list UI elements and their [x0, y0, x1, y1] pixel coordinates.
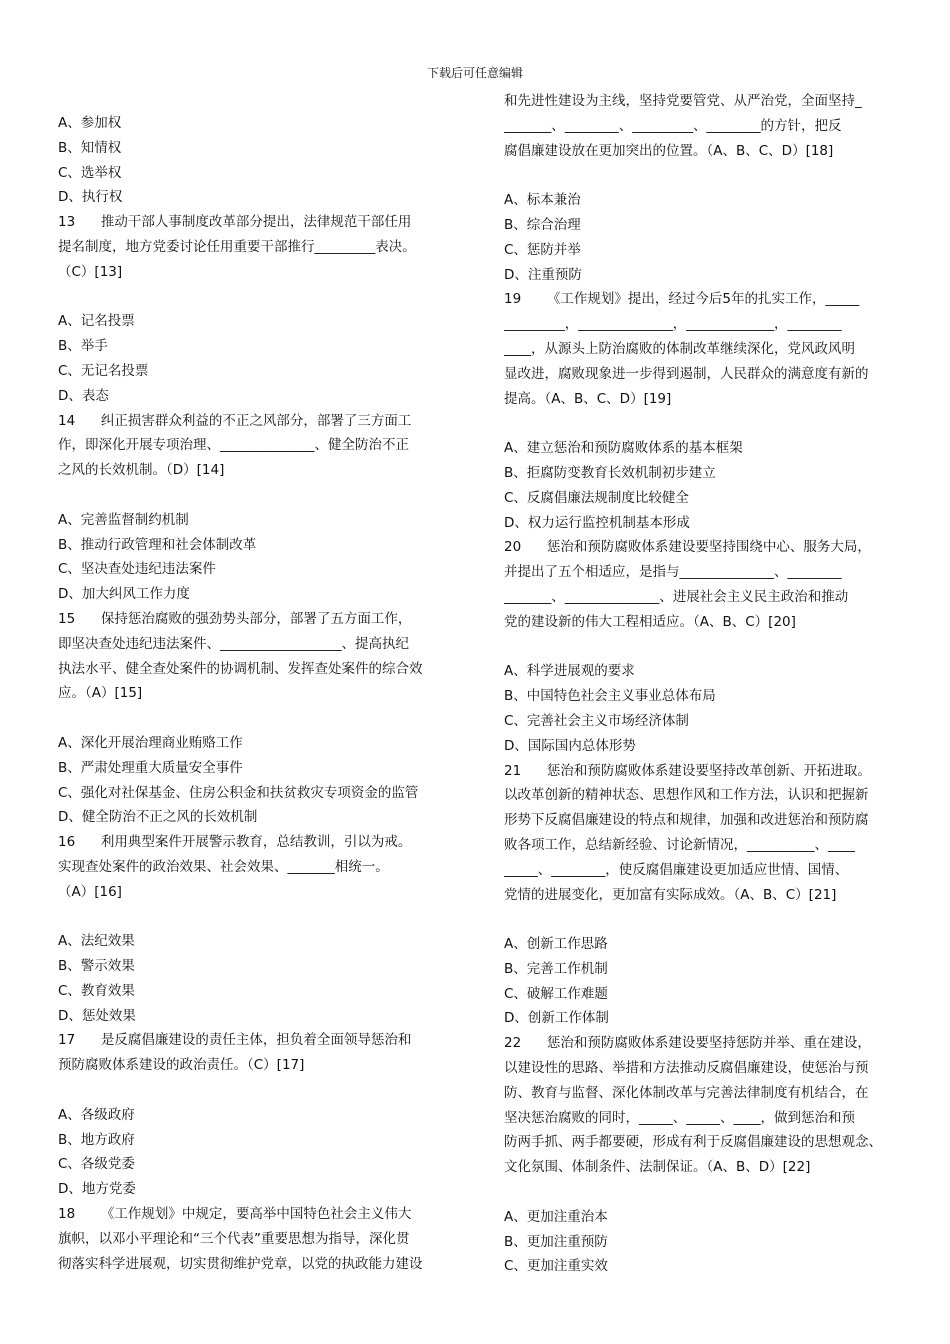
- left-text-line: 提名制度，地方党委讨论任用重要干部推行_________表决。: [58, 238, 416, 255]
- right-text-line: A、标本兼治: [504, 192, 581, 209]
- left-text-line: C、各级党委: [58, 1156, 135, 1173]
- right-text-line: 党的建设新的伟大工程相适应。（A、B、C）[20]: [504, 613, 796, 630]
- left-text-line: C、选举权: [58, 164, 122, 181]
- right-text-line: 腐倡廉建设放在更加突出的位置。（A、B、C、D）[18]: [504, 142, 834, 159]
- left-text-line: D、执行权: [58, 189, 123, 206]
- left-text-line: 18 《工作规划》中规定，要高举中国特色社会主义伟大: [58, 1206, 412, 1223]
- right-text-line: B、拒腐防变教育长效机制初步建立: [504, 464, 716, 481]
- left-text-line: A、各级政府: [58, 1106, 135, 1123]
- right-text-line: D、国际国内总体形势: [504, 737, 636, 754]
- right-text-line: 防、教育与监督、深化体制改革与完善法律制度有机结合，在: [504, 1084, 869, 1101]
- right-text-line: 坚决惩治腐败的同时，_____、_____、____，做到惩治和预: [504, 1109, 855, 1126]
- right-text-line: C、惩防并举: [504, 241, 581, 258]
- left-text-line: D、加大纠风工作力度: [58, 586, 190, 603]
- left-text-line: 执法水平、健全查处案件的协调机制、发挥查处案件的综合效: [58, 660, 423, 677]
- left-text-line: D、惩处效果: [58, 1007, 136, 1024]
- left-text-line: 17 是反腐倡廉建设的责任主体，担负着全面领导惩治和: [58, 1032, 412, 1049]
- left-text-line: 14 纠正损害群众利益的不正之风部分，部署了三方面工: [58, 412, 412, 429]
- right-text-line: D、注重预防: [504, 266, 582, 283]
- right-text-line: 提高。（A、B、C、D）[19]: [504, 390, 672, 407]
- left-text-line: 16 利用典型案件开展警示教育，总结教训，引以为戒。: [58, 834, 412, 851]
- right-text-line: 22 惩治和预防腐败体系建设要坚持惩防并举、重在建设，: [504, 1035, 871, 1052]
- right-text-line: 19 《工作规划》提出，经过今后5年的扎实工作，_____: [504, 291, 860, 308]
- right-text-line: D、创新工作体制: [504, 1010, 609, 1027]
- right-text-line: C、更加注重实效: [504, 1258, 608, 1275]
- right-text-line: C、反腐倡廉法规制度比较健全: [504, 489, 689, 506]
- left-text-line: 之风的长效机制。（D）[14]: [58, 462, 225, 479]
- left-blank-line: [58, 706, 450, 731]
- left-text-line: A、深化开展治理商业贿赂工作: [58, 734, 243, 751]
- page-header: 下载后可任意编辑: [426, 66, 523, 80]
- left-text-line: 应。（A）[15]: [58, 685, 143, 702]
- right-text-line: ____，从源头上防治腐败的体制改革继续深化，党风政风明: [504, 340, 855, 357]
- left-text-line: C、强化对社保基金、住房公积金和扶贫救灾专项资金的监管: [58, 784, 419, 801]
- left-text-line: A、参加权: [58, 115, 122, 131]
- right-text-line: 并提出了五个相适应，是指与______________、________: [504, 564, 842, 581]
- left-text-line: D、表态: [58, 387, 109, 404]
- right-text-line: C、破解工作难题: [504, 985, 608, 1002]
- right-blank-line: [504, 163, 896, 188]
- right-blank-line: [504, 635, 896, 660]
- right-text-line: 党情的进展变化，更加富有实际成效。（A、B、C）[21]: [504, 886, 837, 903]
- left-column: [58, 111, 450, 1276]
- right-text-line: 败各项工作，总结新经验、讨论新情况，__________、____: [504, 836, 855, 853]
- right-text-line: 以改革创新的精神状态、思想作风和工作方法，认识和把握新: [504, 787, 869, 804]
- right-blank-line: [504, 907, 896, 932]
- right-blank-line: [504, 411, 896, 436]
- left-text-line: B、警示效果: [58, 958, 135, 975]
- left-text-line: A、完善监督制约机制: [58, 511, 189, 528]
- left-text-line: B、地方政府: [58, 1131, 135, 1148]
- left-text-line: C、教育效果: [58, 982, 135, 999]
- left-blank-line: [58, 285, 450, 310]
- left-text-line: D、地方党委: [58, 1181, 136, 1198]
- left-blank-line: [58, 1078, 450, 1103]
- right-text-line: B、更加注重预防: [504, 1233, 608, 1250]
- right-text-line: 20 惩治和预防腐败体系建设要坚持围绕中心、服务大局，: [504, 539, 871, 556]
- left-text-line: 预防腐败体系建设的政治责任。（C）[17]: [58, 1057, 305, 1074]
- right-text-line: 21 惩治和预防腐败体系建设要坚持改革创新、开拓进取。: [504, 762, 871, 779]
- left-blank-line: [58, 905, 450, 930]
- left-text-line: B、严肃处理重大质量安全事件: [58, 759, 243, 776]
- right-text-line: A、科学进展观的要求: [504, 663, 635, 680]
- right-text-line: _______、______________、进展社会主义民主政治和推动: [504, 588, 849, 605]
- left-text-line: （C）[13]: [58, 263, 123, 280]
- left-text-line: C、坚决查处违纪违法案件: [58, 561, 216, 578]
- right-text-line: 以建设性的思路、举措和方法推动反腐倡廉建设，使惩治与预: [504, 1060, 869, 1077]
- left-text-line: C、无记名投票: [58, 362, 149, 379]
- left-text-line: B、知情权: [58, 139, 122, 156]
- right-text-line: 显改进，腐败现象进一步得到遏制，人民群众的满意度有新的: [504, 365, 869, 382]
- right-text-line: _____、________，使反腐倡廉建设更加适应世情、国情、: [504, 861, 849, 878]
- left-text-line: 彻落实科学进展观，切实贯彻维护党章，以党的执政能力建设: [58, 1255, 423, 1272]
- left-text-line: 即坚决查处违纪违法案件、__________________、提高执纪: [58, 635, 409, 652]
- right-text-line: A、建立惩治和预防腐败体系的基本框架: [504, 440, 743, 457]
- right-text-line: A、更加注重治本: [504, 1208, 608, 1225]
- right-column: [504, 89, 896, 1279]
- right-text-line: B、中国特色社会主义事业总体布局: [504, 688, 716, 705]
- left-text-line: 作，即深化开展专项治理、______________、健全防治不正: [58, 437, 409, 454]
- left-text-line: B、举手: [58, 338, 108, 355]
- right-blank-line: [504, 1180, 896, 1205]
- right-text-line: D、权力运行监控机制基本形成: [504, 514, 690, 531]
- left-text-line: （A）[16]: [58, 883, 122, 900]
- right-text-line: 文化氛围、体制条件、法制保证。（A、B、D）[22]: [504, 1159, 811, 1176]
- left-text-line: 旗帜，以邓小平理论和“三个代表”重要思想为指导，深化贯: [58, 1230, 410, 1247]
- right-text-line: A、创新工作思路: [504, 936, 608, 953]
- right-text-line: 形势下反腐倡廉建设的特点和规律，加强和改进惩治和预防腐: [504, 812, 869, 829]
- left-text-line: A、法纪效果: [58, 933, 135, 950]
- right-text-line: B、完善工作机制: [504, 960, 608, 977]
- left-text-line: D、健全防治不正之风的长效机制: [58, 809, 258, 826]
- left-text-line: 15 保持惩治腐败的强劲势头部分，部署了五方面工作，: [58, 610, 412, 627]
- right-text-line: 和先进性建设为主线，坚持党要管党、从严治党，全面坚持_: [504, 93, 862, 109]
- right-text-line: C、完善社会主义市场经济体制: [504, 712, 689, 729]
- right-text-line: B、综合治理: [504, 216, 581, 233]
- right-text-line: 防两手抓、两手都要硬，形成有利于反腐倡廉建设的思想观念、: [504, 1134, 882, 1151]
- left-text-line: A、记名投票: [58, 313, 135, 330]
- left-blank-line: [58, 483, 450, 508]
- left-text-line: 13 推动干部人事制度改革部分提出，法律规范干部任用: [58, 214, 412, 231]
- left-text-line: B、推动行政管理和社会体制改革: [58, 536, 257, 553]
- left-text-line: 实现查处案件的政治效果、社会效果、_______相统一。: [58, 858, 389, 875]
- right-text-line: _________，______________，_____________，________: [504, 316, 842, 333]
- right-text-line: _______、________、_________、________的方针，把反: [504, 117, 842, 134]
